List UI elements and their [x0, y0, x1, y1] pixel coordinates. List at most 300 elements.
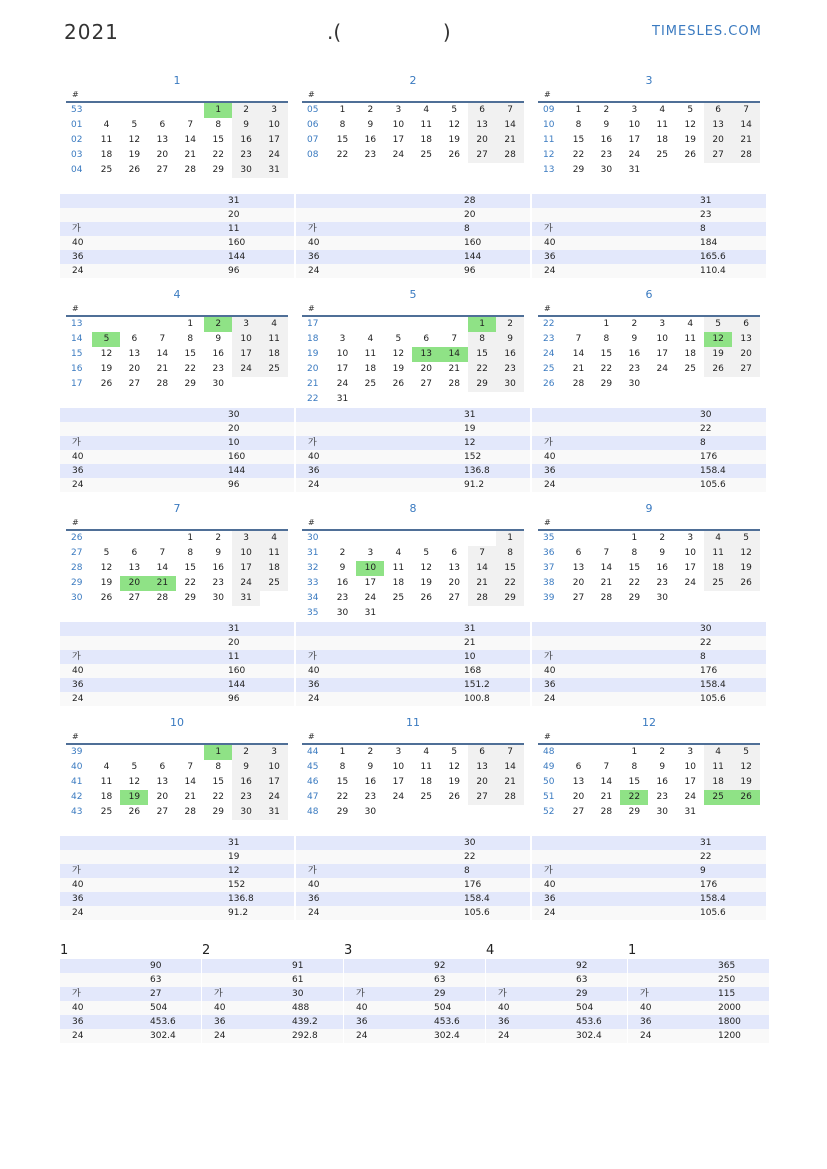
day-cell[interactable]: 20	[732, 347, 760, 362]
day-cell[interactable]: 5	[704, 317, 732, 332]
day-cell[interactable]: 28	[732, 148, 760, 163]
day-cell[interactable]: 24	[684, 792, 696, 802]
day-cell[interactable]: 15	[572, 135, 585, 145]
day-cell[interactable]: 6	[131, 334, 138, 344]
day-cell[interactable]: 23	[656, 578, 668, 588]
day-cell[interactable]: 25	[364, 379, 377, 389]
day-cell[interactable]: 28	[496, 790, 524, 805]
day-cell[interactable]: 24	[656, 364, 668, 374]
day-cell[interactable]: 14	[572, 349, 585, 359]
day-cell[interactable]: 8	[631, 762, 638, 772]
day-cell[interactable]: 23	[628, 364, 641, 374]
day-cell[interactable]: 17	[684, 777, 696, 787]
day-cell[interactable]: 28	[448, 379, 460, 389]
day-cell[interactable]: 18	[420, 135, 432, 145]
day-cell[interactable]: 8	[603, 334, 610, 344]
day-cell[interactable]: 6	[704, 103, 732, 118]
day-cell[interactable]: 27	[572, 807, 585, 817]
day-cell[interactable]: 2	[367, 747, 374, 757]
day-cell[interactable]: 3	[232, 531, 260, 546]
day-cell[interactable]: 10	[260, 760, 288, 775]
day-cell[interactable]: 8	[339, 762, 346, 772]
day-cell[interactable]: 26	[100, 593, 113, 603]
day-cell[interactable]: 29	[600, 379, 613, 389]
day-cell[interactable]: 22	[184, 364, 196, 374]
day-cell[interactable]: 26	[684, 150, 696, 160]
day-cell[interactable]: 10	[260, 118, 288, 133]
day-cell[interactable]: 9	[232, 760, 260, 775]
day-cell[interactable]: 8	[215, 762, 222, 772]
day-cell[interactable]: 17	[656, 349, 668, 359]
day-cell[interactable]: 21	[184, 150, 196, 160]
day-cell[interactable]: 25	[420, 150, 432, 160]
day-cell[interactable]: 1	[339, 747, 346, 757]
day-cell[interactable]: 9	[603, 120, 610, 130]
day-cell[interactable]: 1	[631, 747, 638, 757]
day-cell[interactable]: 17	[392, 135, 405, 145]
day-cell[interactable]: 28	[468, 591, 496, 606]
day-cell[interactable]: 14	[468, 561, 496, 576]
day-cell[interactable]: 21	[448, 364, 460, 374]
day-cell[interactable]: 13	[156, 777, 169, 787]
day-cell[interactable]: 24	[392, 150, 405, 160]
day-cell[interactable]: 27	[156, 165, 169, 175]
day-cell[interactable]: 19	[684, 135, 696, 145]
day-cell[interactable]: 15	[184, 563, 196, 573]
day-cell[interactable]: 25	[100, 165, 113, 175]
day-cell[interactable]: 25	[260, 362, 288, 377]
day-cell[interactable]: 18	[260, 561, 288, 576]
day-cell[interactable]: 14	[184, 135, 196, 145]
day-cell[interactable]: 3	[687, 747, 694, 757]
day-cell[interactable]: 26	[732, 576, 760, 591]
day-cell[interactable]: 15	[628, 777, 641, 787]
day-cell[interactable]: 22	[600, 364, 613, 374]
day-cell[interactable]: 11	[260, 546, 288, 561]
day-cell[interactable]: 8	[631, 548, 638, 558]
day-cell[interactable]: 14	[496, 118, 524, 133]
day-cell[interactable]: 19	[704, 347, 732, 362]
day-cell[interactable]: 20	[468, 775, 496, 790]
day-cell[interactable]: 28	[496, 148, 524, 163]
day-cell[interactable]: 11	[704, 760, 732, 775]
day-cell[interactable]: 22	[628, 578, 641, 588]
day-cell[interactable]: 1	[575, 105, 582, 115]
day-cell[interactable]: 29	[212, 165, 224, 175]
day-cell[interactable]: 24	[364, 593, 377, 603]
day-cell[interactable]: 27	[732, 362, 760, 377]
day-cell[interactable]: 4	[395, 548, 402, 558]
day-cell[interactable]: 27	[420, 379, 432, 389]
day-cell[interactable]: 9	[367, 120, 374, 130]
day-cell[interactable]: 10	[656, 334, 668, 344]
day-cell[interactable]: 11	[656, 120, 668, 130]
day-cell[interactable]: 31	[684, 807, 696, 817]
day-cell[interactable]: 12	[128, 135, 141, 145]
day-cell[interactable]: 23	[656, 792, 668, 802]
day-cell[interactable]: 3	[260, 745, 288, 760]
day-cell[interactable]: 21	[156, 364, 169, 374]
day-cell[interactable]: 17	[336, 364, 349, 374]
day-cell[interactable]: 25	[684, 364, 696, 374]
day-cell[interactable]: 5	[451, 105, 458, 115]
day-cell[interactable]: 23	[232, 790, 260, 805]
day-cell[interactable]: 2	[659, 533, 666, 543]
day-cell[interactable]: 25	[420, 792, 432, 802]
day-cell[interactable]: 16	[232, 775, 260, 790]
day-cell[interactable]: 13	[572, 563, 585, 573]
day-cell[interactable]: 1	[187, 319, 194, 329]
day-cell[interactable]: 24	[336, 379, 349, 389]
day-cell[interactable]: 24	[232, 576, 260, 591]
day-cell[interactable]: 18	[260, 347, 288, 362]
day-cell[interactable]: 26	[128, 807, 141, 817]
day-cell[interactable]: 20	[120, 576, 148, 591]
day-cell[interactable]: 3	[395, 105, 402, 115]
day-cell[interactable]: 15	[496, 561, 524, 576]
day-cell[interactable]: 12	[448, 120, 460, 130]
day-cell[interactable]: 7	[496, 745, 524, 760]
day-cell[interactable]: 14	[440, 347, 468, 362]
day-cell[interactable]: 29	[336, 807, 349, 817]
day-cell[interactable]: 30	[364, 807, 377, 817]
day-cell[interactable]: 7	[187, 120, 194, 130]
day-cell[interactable]: 18	[704, 561, 732, 576]
day-cell[interactable]: 25	[392, 593, 405, 603]
day-cell[interactable]: 7	[575, 334, 582, 344]
day-cell[interactable]: 28	[156, 379, 169, 389]
day-cell[interactable]: 23	[336, 593, 349, 603]
day-cell[interactable]: 4	[260, 317, 288, 332]
day-cell[interactable]: 18	[684, 349, 696, 359]
day-cell[interactable]: 9	[659, 548, 666, 558]
day-cell[interactable]: 15	[336, 135, 349, 145]
day-cell[interactable]: 31	[336, 394, 349, 404]
day-cell[interactable]: 21	[600, 792, 613, 802]
day-cell[interactable]: 17	[260, 133, 288, 148]
day-cell[interactable]: 9	[631, 334, 638, 344]
day-cell[interactable]: 14	[600, 777, 613, 787]
day-cell[interactable]: 15	[212, 135, 224, 145]
day-cell[interactable]: 24	[232, 362, 260, 377]
day-cell[interactable]: 20	[572, 792, 585, 802]
day-cell[interactable]: 17	[260, 775, 288, 790]
day-cell[interactable]: 20	[156, 792, 169, 802]
day-cell[interactable]: 14	[496, 760, 524, 775]
day-cell[interactable]: 6	[732, 317, 760, 332]
day-cell[interactable]: 16	[656, 777, 668, 787]
day-cell[interactable]: 20	[128, 364, 141, 374]
day-cell[interactable]: 13	[572, 777, 585, 787]
day-cell[interactable]: 28	[572, 379, 585, 389]
day-cell[interactable]: 16	[336, 578, 349, 588]
day-cell[interactable]: 4	[423, 105, 430, 115]
day-cell[interactable]: 4	[687, 319, 694, 329]
day-cell[interactable]: 21	[496, 775, 524, 790]
day-cell[interactable]: 4	[367, 334, 374, 344]
day-cell[interactable]: 14	[156, 563, 169, 573]
day-cell[interactable]: 26	[704, 362, 732, 377]
day-cell[interactable]: 17	[628, 135, 641, 145]
day-cell[interactable]: 10	[628, 120, 641, 130]
day-cell[interactable]: 7	[603, 548, 610, 558]
day-cell[interactable]: 14	[732, 118, 760, 133]
day-cell[interactable]: 26	[128, 165, 141, 175]
day-cell[interactable]: 8	[575, 120, 582, 130]
day-cell[interactable]: 21	[184, 792, 196, 802]
day-cell[interactable]: 27	[704, 148, 732, 163]
day-cell[interactable]: 18	[364, 364, 377, 374]
day-cell[interactable]: 4	[704, 745, 732, 760]
day-cell[interactable]: 28	[600, 593, 613, 603]
day-cell[interactable]: 9	[215, 548, 222, 558]
day-cell[interactable]: 30	[212, 379, 224, 389]
day-cell[interactable]: 28	[184, 807, 196, 817]
day-cell[interactable]: 13	[128, 349, 141, 359]
day-cell[interactable]: 30	[600, 165, 613, 175]
day-cell[interactable]: 7	[603, 762, 610, 772]
day-cell[interactable]: 28	[184, 165, 196, 175]
day-cell[interactable]: 12	[100, 563, 113, 573]
day-cell[interactable]: 5	[92, 332, 120, 347]
day-cell[interactable]: 11	[100, 777, 113, 787]
day-cell[interactable]: 13	[468, 118, 496, 133]
day-cell[interactable]: 2	[339, 548, 346, 558]
day-cell[interactable]: 4	[103, 120, 110, 130]
day-cell[interactable]: 31	[628, 165, 641, 175]
day-cell[interactable]: 8	[496, 546, 524, 561]
day-cell[interactable]: 22	[572, 150, 585, 160]
day-cell[interactable]: 10	[684, 548, 696, 558]
day-cell[interactable]: 2	[631, 319, 638, 329]
day-cell[interactable]: 26	[420, 593, 432, 603]
day-cell[interactable]: 16	[364, 777, 377, 787]
day-cell[interactable]: 2	[367, 105, 374, 115]
day-cell[interactable]: 27	[468, 790, 496, 805]
day-cell[interactable]: 16	[212, 349, 224, 359]
day-cell[interactable]: 7	[468, 546, 496, 561]
day-cell[interactable]: 26	[732, 790, 760, 805]
day-cell[interactable]: 17	[232, 561, 260, 576]
day-cell[interactable]: 14	[184, 777, 196, 787]
day-cell[interactable]: 6	[159, 762, 166, 772]
day-cell[interactable]: 1	[496, 531, 524, 546]
day-cell[interactable]: 22	[184, 578, 196, 588]
day-cell[interactable]: 3	[339, 334, 346, 344]
day-cell[interactable]: 6	[423, 334, 430, 344]
day-cell[interactable]: 30	[212, 593, 224, 603]
day-cell[interactable]: 4	[103, 762, 110, 772]
day-cell[interactable]: 16	[656, 563, 668, 573]
day-cell[interactable]: 22	[212, 150, 224, 160]
day-cell[interactable]: 23	[496, 362, 524, 377]
day-cell[interactable]: 22	[212, 792, 224, 802]
day-cell[interactable]: 3	[395, 747, 402, 757]
day-cell[interactable]: 10	[232, 546, 260, 561]
day-cell[interactable]: 19	[392, 364, 405, 374]
day-cell[interactable]: 1	[631, 533, 638, 543]
day-cell[interactable]: 4	[659, 105, 666, 115]
day-cell[interactable]: 30	[656, 593, 668, 603]
day-cell[interactable]: 2	[204, 317, 232, 332]
day-cell[interactable]: 2	[232, 745, 260, 760]
day-cell[interactable]: 18	[704, 775, 732, 790]
day-cell[interactable]: 3	[659, 319, 666, 329]
day-cell[interactable]: 13	[156, 135, 169, 145]
day-cell[interactable]: 31	[260, 163, 288, 178]
day-cell[interactable]: 20	[468, 133, 496, 148]
day-cell[interactable]: 7	[159, 548, 166, 558]
day-cell[interactable]: 22	[336, 150, 349, 160]
day-cell[interactable]: 18	[392, 578, 405, 588]
site-logo[interactable]: TIMESLES.COM	[652, 24, 762, 39]
day-cell[interactable]: 25	[704, 790, 732, 805]
day-cell[interactable]: 21	[600, 578, 613, 588]
day-cell[interactable]: 15	[336, 777, 349, 787]
day-cell[interactable]: 7	[159, 334, 166, 344]
day-cell[interactable]: 15	[212, 777, 224, 787]
day-cell[interactable]: 30	[232, 163, 260, 178]
day-cell[interactable]: 20	[156, 150, 169, 160]
day-cell[interactable]: 10	[356, 561, 384, 576]
day-cell[interactable]: 20	[448, 578, 460, 588]
day-cell[interactable]: 22	[336, 792, 349, 802]
day-cell[interactable]: 22	[496, 576, 524, 591]
day-cell[interactable]: 24	[260, 790, 288, 805]
day-cell[interactable]: 26	[448, 792, 460, 802]
day-cell[interactable]: 24	[392, 792, 405, 802]
day-cell[interactable]: 10	[684, 762, 696, 772]
day-cell[interactable]: 11	[364, 349, 377, 359]
day-cell[interactable]: 2	[215, 533, 222, 543]
day-cell[interactable]: 12	[732, 546, 760, 561]
day-cell[interactable]: 12	[128, 777, 141, 787]
day-cell[interactable]: 5	[732, 531, 760, 546]
day-cell[interactable]: 5	[451, 747, 458, 757]
day-cell[interactable]: 11	[392, 563, 405, 573]
day-cell[interactable]: 2	[603, 105, 610, 115]
day-cell[interactable]: 28	[600, 807, 613, 817]
day-cell[interactable]: 24	[628, 150, 641, 160]
day-cell[interactable]: 26	[448, 150, 460, 160]
day-cell[interactable]: 5	[687, 105, 694, 115]
day-cell[interactable]: 5	[103, 548, 110, 558]
day-cell[interactable]: 24	[260, 148, 288, 163]
day-cell[interactable]: 16	[232, 133, 260, 148]
day-cell[interactable]: 27	[468, 148, 496, 163]
day-cell[interactable]: 11	[704, 546, 732, 561]
day-cell[interactable]: 13	[448, 563, 460, 573]
day-cell[interactable]: 16	[600, 135, 613, 145]
day-cell[interactable]: 25	[656, 150, 668, 160]
day-cell[interactable]: 23	[212, 578, 224, 588]
day-cell[interactable]: 4	[260, 531, 288, 546]
day-cell[interactable]: 9	[215, 334, 222, 344]
day-cell[interactable]: 14	[600, 563, 613, 573]
day-cell[interactable]: 12	[100, 349, 113, 359]
day-cell[interactable]: 4	[704, 531, 732, 546]
day-cell[interactable]: 25	[704, 576, 732, 591]
day-cell[interactable]: 30	[336, 608, 349, 618]
day-cell[interactable]: 27	[572, 593, 585, 603]
day-cell[interactable]: 29	[212, 807, 224, 817]
day-cell[interactable]: 20	[572, 578, 585, 588]
day-cell[interactable]: 1	[339, 105, 346, 115]
day-cell[interactable]: 16	[628, 349, 641, 359]
day-cell[interactable]: 1	[187, 533, 194, 543]
day-cell[interactable]: 13	[704, 118, 732, 133]
day-cell[interactable]: 5	[423, 548, 430, 558]
day-cell[interactable]: 11	[260, 332, 288, 347]
day-cell[interactable]: 30	[496, 377, 524, 392]
day-cell[interactable]: 5	[732, 745, 760, 760]
day-cell[interactable]: 27	[128, 379, 141, 389]
day-cell[interactable]: 6	[468, 745, 496, 760]
day-cell[interactable]: 8	[468, 332, 496, 347]
day-cell[interactable]: 16	[496, 347, 524, 362]
day-cell[interactable]: 10	[336, 349, 349, 359]
day-cell[interactable]: 17	[684, 563, 696, 573]
day-cell[interactable]: 19	[100, 364, 113, 374]
day-cell[interactable]: 5	[131, 762, 138, 772]
day-cell[interactable]: 6	[451, 548, 458, 558]
day-cell[interactable]: 19	[732, 775, 760, 790]
day-cell[interactable]: 27	[156, 807, 169, 817]
day-cell[interactable]: 29	[628, 807, 641, 817]
day-cell[interactable]: 29	[572, 165, 585, 175]
day-cell[interactable]: 24	[684, 578, 696, 588]
day-cell[interactable]: 7	[451, 334, 458, 344]
day-cell[interactable]: 25	[260, 576, 288, 591]
day-cell[interactable]: 26	[392, 379, 405, 389]
day-cell[interactable]: 19	[120, 790, 148, 805]
day-cell[interactable]: 22	[620, 790, 648, 805]
day-cell[interactable]: 19	[448, 135, 460, 145]
day-cell[interactable]: 12	[420, 563, 432, 573]
day-cell[interactable]: 10	[392, 120, 405, 130]
day-cell[interactable]: 12	[392, 349, 405, 359]
day-cell[interactable]: 20	[420, 364, 432, 374]
day-cell[interactable]: 9	[232, 118, 260, 133]
day-cell[interactable]: 2	[659, 747, 666, 757]
day-cell[interactable]: 6	[575, 762, 582, 772]
day-cell[interactable]: 21	[496, 133, 524, 148]
day-cell[interactable]: 30	[628, 379, 641, 389]
day-cell[interactable]: 28	[156, 593, 169, 603]
day-cell[interactable]: 29	[184, 593, 196, 603]
day-cell[interactable]: 23	[600, 150, 613, 160]
day-cell[interactable]: 10	[392, 762, 405, 772]
day-cell[interactable]: 9	[339, 563, 346, 573]
day-cell[interactable]: 7	[187, 762, 194, 772]
day-cell[interactable]: 11	[684, 334, 696, 344]
day-cell[interactable]: 26	[100, 379, 113, 389]
day-cell[interactable]: 12	[732, 760, 760, 775]
day-cell[interactable]: 6	[159, 120, 166, 130]
day-cell[interactable]: 15	[628, 563, 641, 573]
day-cell[interactable]: 15	[184, 349, 196, 359]
day-cell[interactable]: 10	[232, 332, 260, 347]
day-cell[interactable]: 13	[412, 347, 440, 362]
day-cell[interactable]: 22	[468, 362, 496, 377]
day-cell[interactable]: 23	[212, 364, 224, 374]
day-cell[interactable]: 17	[232, 347, 260, 362]
day-cell[interactable]: 17	[364, 578, 377, 588]
day-cell[interactable]: 19	[732, 561, 760, 576]
day-cell[interactable]: 13	[128, 563, 141, 573]
day-cell[interactable]: 31	[260, 805, 288, 820]
day-cell[interactable]: 3	[260, 103, 288, 118]
